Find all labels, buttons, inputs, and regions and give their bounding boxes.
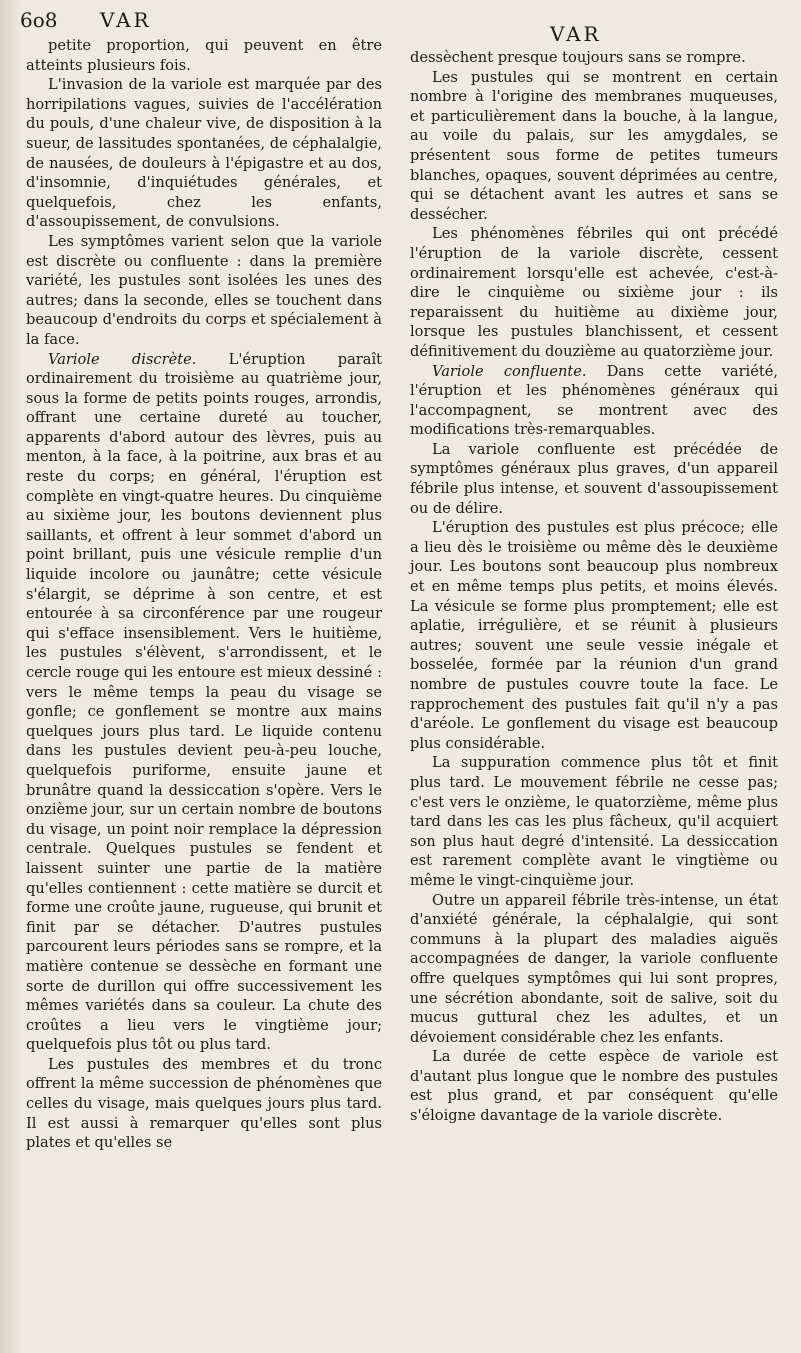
paragraph: Variole confluente. Dans cette variété, l'éruption et les phénomènes généraux qui l'accompagnent, se montrent avec des modifications très-remarquables. bbox=[410, 362, 778, 439]
paragraph: Les symptômes varient selon que la variole est discrète ou confluente : dans la première variété, les pustules sont isolées les unes des autres; dans la seconde, elles se touchent dans beaucoup d'endroits du corps et spécialement à la face. bbox=[26, 232, 382, 348]
paragraph: L'invasion de la variole est marquée par des horripilations vagues, suivies de l'accélération du pouls, d'une chaleur vive, de disposition à la sueur, de lassitudes spontanées, de céphalalgie, de nausées, de douleurs à l'épigastre et au dos, d'insomnie, d'inquiétudes générales, et quelquefois, chez les enfants, d'assoupissement, de convulsions. bbox=[26, 76, 382, 231]
paragraph: Variole discrète. L'éruption paraît ordinairement du troisième au quatrième jour, sous la forme de petits points rouges, arrondis, offrant une certaine dureté au toucher, apparents d'abord autour des lèvres, puis au menton, à la face, à la poitrine, aux bras et au reste du corps; en général, l'éruption est complète en vingt-quatre heures. Du cinquième au sixième jour, les boutons deviennent plus saillants, et offrent à leur sommet d'abord un point brillant, puis une vésicule remplie d'un liquide incolore ou jaunâtre; cette vésicule s'élargit, se déprime à son centre, et est entourée à sa circonférence par une rougeur qui s'efface insensiblement. Vers le huitième, les pustules s'élèvent, s'arrondissent, et le cercle rouge qui les entoure est mieux dessiné : vers le même temps la peau du visage se gonfle; ce gonflement se montre aux mains quelques jours plus tard. Le liquide contenu dans les pustules devient peu-à-peu louche, quelquefois puriforme, ensuite jaune et brunâtre quand la dessiccation s'opère. Vers le onzième jour, sur un certain nombre de boutons du visage, un point noir remplace la dépression centrale. Quelques pustules se fendent et laissent suinter une partie de la matière qu'elles contiennent : cette matière se durcit et forme une croûte jaune, rugueuse, qui brunit et finit par se détacher. D'autres pustules parcourent leurs périodes sans se rompre, et la matière contenue se dessèche en formant une sorte de durillon qui offre successivement les mêmes variétés dans sa couleur. La chute des croûtes a lieu vers le vingtième jour; quelquefois plus tôt ou plus tard. bbox=[26, 350, 382, 1054]
paragraph: Outre un appareil fébrile très-intense, un état d'anxiété générale, la céphalalgie, qui sont communs à la plupart des maladies aiguës accompagnées de danger, la variole confluente offre quelques symptômes qui lui sont propres, une sécrétion abondante, soit de salive, soit du mucus guttural chez les adultes, et un dévoiement considérable chez les enfants. bbox=[410, 891, 778, 1046]
section-lead: Variole discrète. bbox=[48, 350, 197, 368]
page-number: 6o8 bbox=[20, 8, 58, 32]
paragraph: Les pustules des membres et du tronc offrent la même succession de phénomènes que celles du visage, mais quelques jours plus tard. Il est aussi à remarquer qu'elles sont plus plates et qu'elles se bbox=[26, 1055, 382, 1152]
paragraph: La variole confluente est précédée de symptômes généraux plus graves, d'un appareil fébrile plus intense, et souvent d'assoupissement ou de délire. bbox=[410, 440, 778, 517]
paragraph: petite proportion, qui peuvent en être atteints plusieurs fois. bbox=[26, 37, 382, 74]
page-edge-shadow bbox=[0, 0, 22, 1353]
left-column bbox=[26, 36, 382, 1153]
right-column bbox=[410, 48, 778, 1126]
paragraph: L'éruption des pustules est plus précoce; elle a lieu dès le troisième ou même dès le deuxième jour. Les boutons sont beaucoup plus nombreux et en même temps plus petits, et moins élevés. La vésicule se forme plus promptement; elle est aplatie, irrégulière, et se réunit à plusieurs autres; souvent une seule vessie inégale et bosselée, formée par la réunion d'un grand nombre de pustules couvre toute la face. Le rapprochement des pustules fait qu'il n'y a pas d'aréole. Le gonflement du visage est beaucoup plus considérable. bbox=[410, 519, 778, 752]
running-head-left: VAR bbox=[100, 8, 152, 32]
paragraph: Les pustules qui se montrent en certain nombre à l'origine des membranes muqueuses, et particulièrement dans la bouche, à la langue, au voile du palais, sur les amygdales, se présentent sous forme de petites tumeurs blanches, opaques, souvent déprimées au centre, qui se détachent avant les autres et sans se dessécher. bbox=[410, 68, 778, 223]
paragraph: La suppuration commence plus tôt et finit plus tard. Le mouvement fébrile ne cesse pas; c'est vers le onzième, le quatorzième, même plus tard dans les cas les plus fâcheux, qu'il acquiert son plus haut degré d'intensité. La dessiccation est rarement complète avant le vingtième ou même le vingt-cinquième jour. bbox=[410, 754, 778, 889]
running-head-right: VAR bbox=[550, 22, 602, 46]
paragraph: dessèchent presque toujours sans se rompre. bbox=[410, 49, 746, 66]
section-lead: Variole confluente. bbox=[432, 362, 587, 380]
paragraph: Les phénomènes fébriles qui ont précédé l'éruption de la variole discrète, cessent ordinairement lorsqu'elle est achevée, c'est-à-dire le cinquième ou sixième jour : ils reparaissent du huitième au dixième jour, lorsque les pustules blanchissent, et cessent définitivement du douzième au quatorzième jour. bbox=[410, 225, 778, 360]
paragraph: La durée de cette espèce de variole est d'autant plus longue que le nombre des pustules est plus grand, et par conséquent qu'elle s'éloigne davantage de la variole discrète. bbox=[410, 1048, 778, 1125]
